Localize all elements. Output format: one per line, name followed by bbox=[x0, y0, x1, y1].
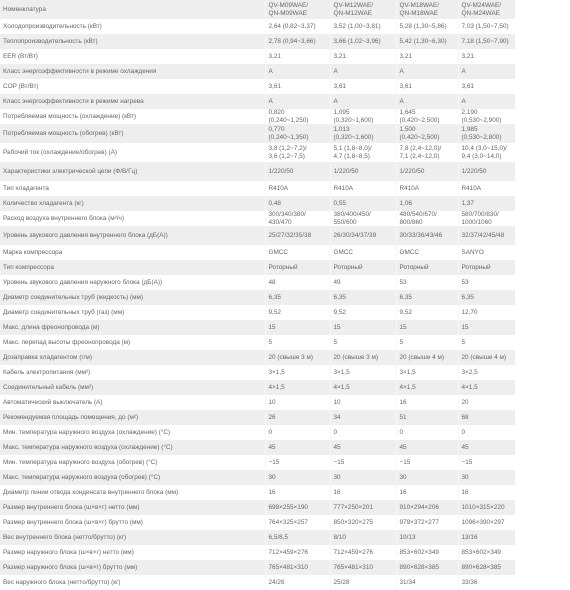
table-cell: 0 bbox=[396, 425, 458, 440]
table-cell: A bbox=[265, 64, 330, 79]
table-cell: 0 bbox=[265, 425, 330, 440]
row-label: Рабочий ток (охлаждение/обогрев) (А) bbox=[3, 148, 118, 156]
table-cell: 33/36 bbox=[458, 575, 515, 590]
row-label: EER (Вт/Вт) bbox=[3, 52, 38, 60]
row-label: Номенклатура bbox=[3, 5, 46, 13]
table-cell: 853×602×349 bbox=[458, 545, 515, 560]
table-cell: 12,70 bbox=[458, 305, 515, 320]
table-cell: 20 (свыше 3 м) bbox=[265, 350, 330, 365]
table-cell: −15 bbox=[330, 455, 396, 470]
table-cell: 4×1,5 bbox=[458, 380, 515, 395]
table-cell: SANYO bbox=[458, 245, 515, 260]
table-cell: 2,64 (0,82~3,37) bbox=[265, 19, 330, 34]
table-cell: 9,52 bbox=[265, 305, 330, 320]
row-label: Кабель электропитания (мм²) bbox=[3, 368, 91, 376]
row-label: Уровень звукового давления внутреннего блока (дБ(А)) bbox=[3, 231, 168, 239]
table-cell: R410A bbox=[265, 181, 330, 196]
table-cell: 25/27/32/35/38 bbox=[265, 226, 330, 245]
table-row bbox=[0, 275, 515, 290]
table-row bbox=[0, 575, 515, 590]
table-row bbox=[0, 124, 515, 143]
table-cell: 0,770 (0,240~1,350) bbox=[265, 124, 330, 143]
table-cell: 26 bbox=[265, 410, 330, 425]
table-cell: 3×1,5 bbox=[396, 365, 458, 380]
row-label: Размер наружного блока (ш×в×г) нетто (мм) bbox=[3, 548, 134, 556]
table-cell: 5,1 (1,8~8,0)/ 4,7 (1,8~8,5) bbox=[330, 143, 396, 162]
table-row bbox=[0, 515, 515, 530]
table-row bbox=[0, 162, 515, 181]
table-row bbox=[0, 440, 515, 455]
row-label: Марка компрессора bbox=[3, 248, 63, 256]
table-cell: A bbox=[265, 94, 330, 109]
row-label: Размер внутреннего блока (ш×в×г) брутто (мм) bbox=[3, 518, 143, 526]
table-cell: 15 bbox=[396, 320, 458, 335]
table-row bbox=[0, 94, 515, 109]
table-cell: 20 bbox=[458, 395, 515, 410]
table-cell: 13/16 bbox=[458, 530, 515, 545]
table-cell: 3,21 bbox=[265, 49, 330, 64]
table-cell: 6,35 bbox=[265, 290, 330, 305]
table-cell: 45 bbox=[396, 440, 458, 455]
table-cell: 850×320×275 bbox=[330, 515, 396, 530]
table-cell: QV-M12WAE/ QN-M12WAE bbox=[330, 0, 396, 19]
table-cell: 5 bbox=[396, 335, 458, 350]
table-cell: 1,985 (0,530~2,800) bbox=[458, 124, 515, 143]
table-cell: 6,35 bbox=[330, 290, 396, 305]
table-cell: 4×1,5 bbox=[330, 380, 396, 395]
table-cell: 890×628×385 bbox=[458, 560, 515, 575]
table-cell: 10/13 bbox=[396, 530, 458, 545]
row-label: Мин. температура наружного воздуха (обогрев) (°С) bbox=[3, 458, 158, 466]
table-cell: 1/220/50 bbox=[265, 162, 330, 181]
table-cell: A bbox=[396, 94, 458, 109]
table-cell: 7,03 (1,50~7,50) bbox=[458, 19, 515, 34]
table-cell: 777×250×201 bbox=[330, 500, 396, 515]
row-label: Соединительный кабель (мм²) bbox=[3, 383, 94, 391]
table-cell: 3,8 (1,2~7,2)/ 3,6 (1,2~7,5) bbox=[265, 143, 330, 162]
row-label: Макс. температура наружного воздуха (охлаждение) (°С) bbox=[3, 443, 173, 451]
table-cell: 853×602×349 bbox=[396, 545, 458, 560]
table-cell: Роторный bbox=[330, 260, 396, 275]
table-cell: 1,37 bbox=[458, 196, 515, 211]
table-cell: 9,52 bbox=[396, 305, 458, 320]
table-cell: 16 bbox=[458, 485, 515, 500]
table-cell: 16 bbox=[330, 485, 396, 500]
table-row bbox=[0, 455, 515, 470]
row-label: Мин. температура наружного воздуха (охлаждение) (°С) bbox=[3, 428, 171, 436]
table-cell: 53 bbox=[396, 275, 458, 290]
table-cell: 45 bbox=[330, 440, 396, 455]
table-row bbox=[0, 395, 515, 410]
table-cell: 380/400/450/ 550/600 bbox=[330, 211, 396, 226]
table-cell: 910×294×206 bbox=[396, 500, 458, 515]
table-cell: 5 bbox=[458, 335, 515, 350]
table-cell: 712×459×276 bbox=[265, 545, 330, 560]
table-cell: 2,78 (0,94~3,66) bbox=[265, 34, 330, 49]
table-cell: 6,35 bbox=[396, 290, 458, 305]
table-cell: 24/26 bbox=[265, 575, 330, 590]
table-cell: 3×2,5 bbox=[458, 365, 515, 380]
table-cell: 53 bbox=[458, 275, 515, 290]
table-row bbox=[0, 109, 515, 124]
table-cell: 765×481×310 bbox=[330, 560, 396, 575]
table-cell: 31/34 bbox=[396, 575, 458, 590]
table-cell: 7,18 (1,50~7,90) bbox=[458, 34, 515, 49]
table-cell: Роторный bbox=[396, 260, 458, 275]
table-row bbox=[0, 335, 515, 350]
row-label: Макс. температура наружного воздуха (обогрев) (°С) bbox=[3, 473, 161, 481]
table-cell: 3,66 (1,02~3,96) bbox=[330, 34, 396, 49]
table-cell: 0 bbox=[458, 425, 515, 440]
table-row bbox=[0, 34, 515, 49]
table-cell: 5,42 (1,30~6,30) bbox=[396, 34, 458, 49]
row-label: Уровень звукового давления наружного блока (дБ(А)) bbox=[3, 278, 163, 286]
table-cell: 1/220/50 bbox=[396, 162, 458, 181]
table-cell: 580/700/830/ 1000/1060 bbox=[458, 211, 515, 226]
table-cell: 30 bbox=[330, 470, 396, 485]
row-label: Холодопроизводительность (кВт) bbox=[3, 22, 102, 30]
table-cell: 764×325×257 bbox=[265, 515, 330, 530]
table-cell: 698×255×190 bbox=[265, 500, 330, 515]
table-cell: 6,35 bbox=[458, 290, 515, 305]
table-cell: A bbox=[458, 64, 515, 79]
table-cell: 9,52 bbox=[330, 305, 396, 320]
table-cell: 1010×315×220 bbox=[458, 500, 515, 515]
row-label: Макс. длина фреонопровода (м) bbox=[3, 323, 100, 331]
table-cell: 0 bbox=[330, 425, 396, 440]
row-label: Расход воздуха внутреннего блока (м³/ч) bbox=[3, 214, 124, 222]
table-cell: 6,5/8,5 bbox=[265, 530, 330, 545]
table-row bbox=[0, 410, 515, 425]
table-cell: 3×1,5 bbox=[265, 365, 330, 380]
table-cell: 51 bbox=[396, 410, 458, 425]
row-label: Диаметр соединительных труб (газ) (мм) bbox=[3, 308, 125, 316]
table-cell: 15 bbox=[458, 320, 515, 335]
table-cell: 1/220/50 bbox=[458, 162, 515, 181]
table-cell: 300/340/380/ 430/470 bbox=[265, 211, 330, 226]
table-cell: 890×628×385 bbox=[396, 560, 458, 575]
table-cell: 30 bbox=[458, 470, 515, 485]
table-cell: 3,61 bbox=[265, 79, 330, 94]
table-row bbox=[0, 196, 515, 211]
table-cell: A bbox=[330, 64, 396, 79]
table-row bbox=[0, 380, 515, 395]
table-cell: 8/10 bbox=[330, 530, 396, 545]
table-cell: 16 bbox=[396, 485, 458, 500]
table-cell: 10,4 (3,0~15,0)/ 9,4 (3,0~14,0) bbox=[458, 143, 515, 162]
table-cell: 25/28 bbox=[330, 575, 396, 590]
table-cell: 7,8 (2,4~12,0)/ 7,1 (2,4~12,0) bbox=[396, 143, 458, 162]
table-cell: A bbox=[330, 94, 396, 109]
table-row bbox=[0, 530, 515, 545]
table-row bbox=[0, 19, 515, 34]
table-row bbox=[0, 211, 515, 226]
table-cell: Роторный bbox=[458, 260, 515, 275]
table-cell: 32/37/42/45/48 bbox=[458, 226, 515, 245]
table-cell: 16 bbox=[396, 395, 458, 410]
table-cell: 3,21 bbox=[396, 49, 458, 64]
table-cell: 20 (свыше 3 м) bbox=[330, 350, 396, 365]
table-row bbox=[0, 143, 515, 162]
table-cell: 3,52 (1,00~3,81) bbox=[330, 19, 396, 34]
table-row bbox=[0, 365, 515, 380]
row-label: Теплопроизводительность (кВт) bbox=[3, 37, 98, 45]
table-row bbox=[0, 500, 515, 515]
table-cell: −15 bbox=[396, 455, 458, 470]
table-cell: 1,500 (0,420~2,500) bbox=[396, 124, 458, 143]
table-cell: 4×1,5 bbox=[265, 380, 330, 395]
table-cell: 3,21 bbox=[330, 49, 396, 64]
table-row bbox=[0, 245, 515, 260]
table-cell: 2,190 (0,530~2,900) bbox=[458, 109, 515, 124]
table-cell: 30 bbox=[265, 470, 330, 485]
table-cell: 1,095 (0,320~1,600) bbox=[330, 109, 396, 124]
table-cell: 0,820 (0,240~1,250) bbox=[265, 109, 330, 124]
table-cell: 1/220/50 bbox=[330, 162, 396, 181]
table-header-row bbox=[0, 0, 515, 19]
row-label: Характеристики электрической цепи (Ф/В/Гц) bbox=[3, 167, 138, 175]
row-label: Вес внутреннего блока (нетто/брутто) (кг) bbox=[3, 533, 127, 541]
table-cell: 0,55 bbox=[330, 196, 396, 211]
table-cell: 15 bbox=[265, 320, 330, 335]
row-label: COP (Вт/Вт) bbox=[3, 82, 39, 90]
table-row bbox=[0, 485, 515, 500]
table-cell: 30 bbox=[396, 470, 458, 485]
table-cell: GMCC bbox=[396, 245, 458, 260]
table-cell: GMCC bbox=[330, 245, 396, 260]
table-cell: 48 bbox=[265, 275, 330, 290]
table-cell: 49 bbox=[330, 275, 396, 290]
table-row bbox=[0, 64, 515, 79]
table-cell: 3,21 bbox=[458, 49, 515, 64]
table-row bbox=[0, 470, 515, 485]
table-row bbox=[0, 226, 515, 245]
table-cell: 3,61 bbox=[396, 79, 458, 94]
table-row bbox=[0, 350, 515, 365]
row-label: Класс энергоэффективности в режиме нагрева bbox=[3, 97, 144, 105]
table-cell: 20 (свыше 4 м) bbox=[396, 350, 458, 365]
row-label: Размер наружного блока (ш×в×г) брутто (мм) bbox=[3, 563, 138, 571]
table-cell: R410A bbox=[330, 181, 396, 196]
row-label: Потребляемая мощность (охлаждение) (кВт) bbox=[3, 112, 137, 120]
row-label: Дозаправка хладагентом (г/м) bbox=[3, 353, 92, 361]
table-row bbox=[0, 181, 515, 196]
table-cell: R410A bbox=[396, 181, 458, 196]
table-row bbox=[0, 305, 515, 320]
row-label: Тип хладагента bbox=[3, 184, 49, 192]
row-label: Размер внутреннего блока (ш×в×г) нетто (мм) bbox=[3, 503, 140, 511]
table-cell: 0,48 bbox=[265, 196, 330, 211]
table-cell: 10 bbox=[265, 395, 330, 410]
table-row bbox=[0, 545, 515, 560]
table-cell: 5,28 (1,30~5,86) bbox=[396, 19, 458, 34]
table-cell: GMCC bbox=[265, 245, 330, 260]
table-cell: 1,013 (0,320~1,600) bbox=[330, 124, 396, 143]
table-cell: 480/540/670/ 800/860 bbox=[396, 211, 458, 226]
table-cell: A bbox=[458, 94, 515, 109]
table-cell: 34 bbox=[330, 410, 396, 425]
table-cell: 1,645 (0,420~2,500) bbox=[396, 109, 458, 124]
table-cell: 712×459×276 bbox=[330, 545, 396, 560]
table-row bbox=[0, 49, 515, 64]
table-row bbox=[0, 425, 515, 440]
table-cell: 45 bbox=[458, 440, 515, 455]
row-label: Количество хладагента (кг) bbox=[3, 199, 84, 207]
row-label: Диаметр линии отвода конденсата внутреннего блока (мм) bbox=[3, 488, 179, 496]
table-cell: R410A bbox=[458, 181, 515, 196]
row-label: Рекомендуемая площадь помещения, до (м²) bbox=[3, 413, 139, 421]
row-label: Класс энергоэффективности в режиме охлаждения bbox=[3, 67, 157, 75]
table-cell: −15 bbox=[458, 455, 515, 470]
table-cell: 1,06 bbox=[396, 196, 458, 211]
table-row bbox=[0, 560, 515, 575]
table-cell: 3,61 bbox=[458, 79, 515, 94]
table-cell: 30/33/36/43/46 bbox=[396, 226, 458, 245]
row-label: Потребляемая мощность (обогрев) (кВт) bbox=[3, 129, 124, 137]
row-label: Диаметр соединительных труб (жидкость) (мм) bbox=[3, 293, 144, 301]
table-row bbox=[0, 260, 515, 275]
row-label: Автоматический выключатель (А) bbox=[3, 398, 103, 406]
table-cell: 979×372×277 bbox=[396, 515, 458, 530]
table-cell: QV-M18WAE/ QN-M18WAE bbox=[396, 0, 458, 19]
table-cell: −15 bbox=[265, 455, 330, 470]
table-cell: Роторный bbox=[265, 260, 330, 275]
table-cell: 68 bbox=[458, 410, 515, 425]
table-cell: 4×1,5 bbox=[396, 380, 458, 395]
table-cell: 5 bbox=[330, 335, 396, 350]
table-cell: 3×1,5 bbox=[330, 365, 396, 380]
table-cell: QV-M24WAE/ QN-M24WAE bbox=[458, 0, 515, 19]
table-cell: 1096×390×297 bbox=[458, 515, 515, 530]
row-label: Макс. перепад высоты фреонопровода (м) bbox=[3, 338, 131, 346]
table-cell: 20 (свыше 4 м) bbox=[458, 350, 515, 365]
table-row bbox=[0, 79, 515, 94]
table-cell: 5 bbox=[265, 335, 330, 350]
table-cell: 45 bbox=[265, 440, 330, 455]
table-cell: QV-M09WAE/ QN-M09WAE bbox=[265, 0, 330, 19]
table-row bbox=[0, 320, 515, 335]
table-cell: 765×481×310 bbox=[265, 560, 330, 575]
table-cell: A bbox=[396, 64, 458, 79]
row-label: Вес наружного блока (нетто/брутто) (кг) bbox=[3, 578, 121, 586]
table-cell: 15 bbox=[330, 320, 396, 335]
table-cell: 3,61 bbox=[330, 79, 396, 94]
table-cell: 26/30/34/37/39 bbox=[330, 226, 396, 245]
table-cell: 16 bbox=[265, 485, 330, 500]
table-cell: 10 bbox=[330, 395, 396, 410]
row-label: Тип компрессора bbox=[3, 263, 54, 271]
table-row bbox=[0, 290, 515, 305]
